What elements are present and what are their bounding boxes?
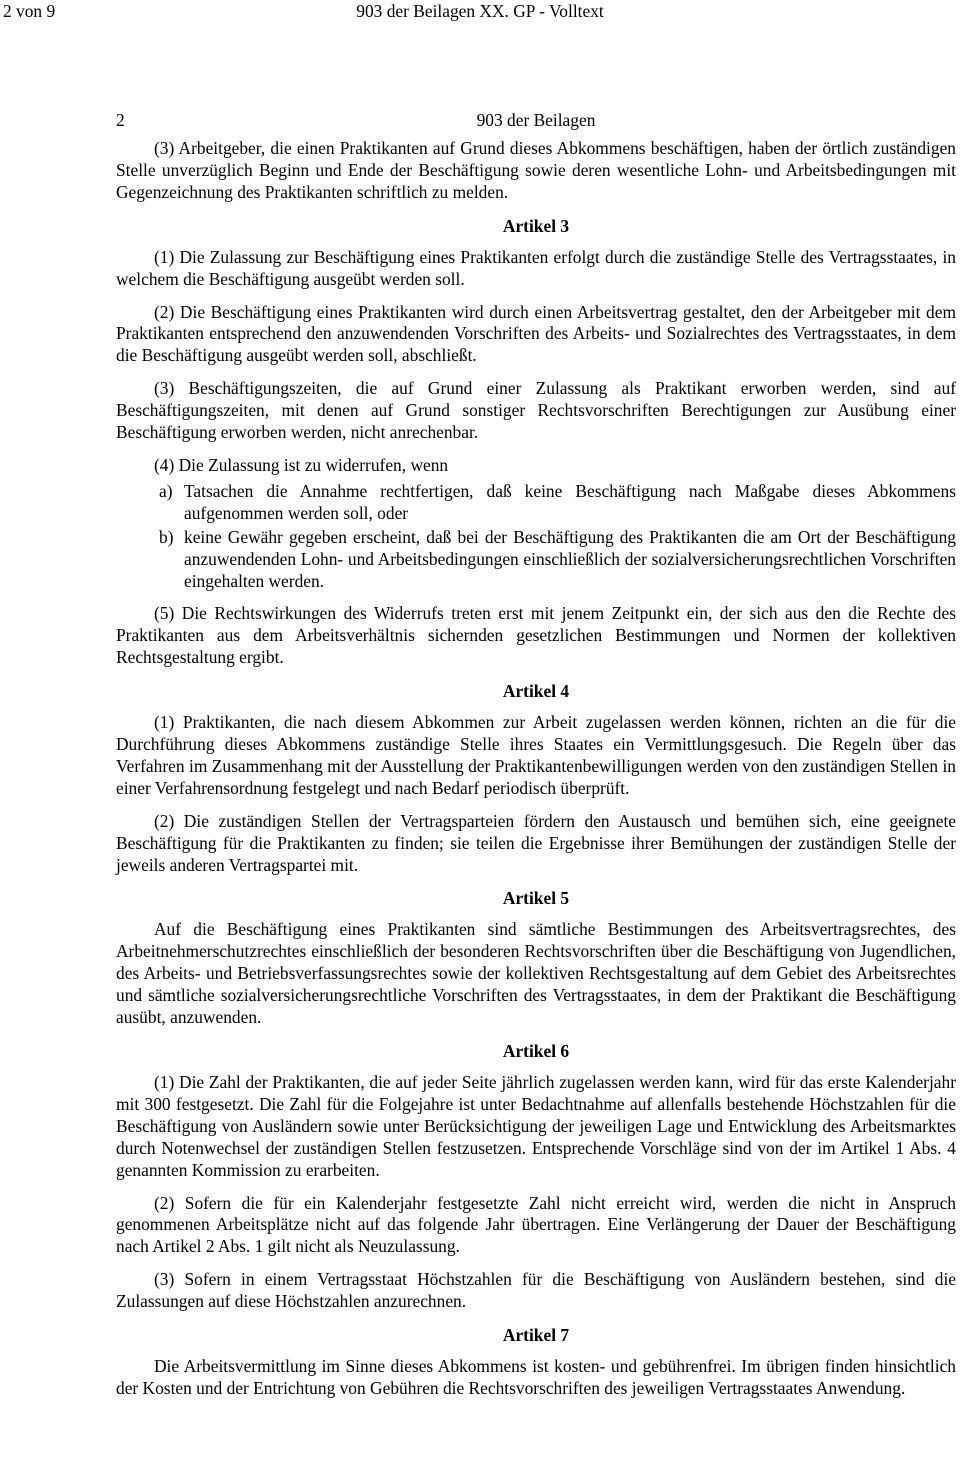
list-item-text: keine Gewähr gegeben erscheint, daß bei der Beschäftigung des Praktikanten die am Ort der Beschäftigung anzuwendenden Lohn- und Arbeitsbedingungen einschließlich der sozialversicherungsrechtlichen Vorschriften eingehalten werden. (184, 526, 956, 591)
art6-paragraph-1: (1) Die Zahl der Praktikanten, die auf jeder Seite jährlich zugelassen werden kann, wird für das erste Kalenderjahr mit 300 festgesetzt. Die Zahl für die Folgejahre ist unter Bedachtnahme auf allenfalls bestehende Höchstzahlen für die Beschäftigung von Ausländern sowie unter Berücksichtigung der jeweiligen Lage und Entwicklung des Arbeitsmarktes durch Notenwechsel der zuständigen Stellen festzusetzen. Entsprechende Vorschläge sind von der im Artikel 1 Abs. 4 genannten Kommission zu erarbeiten. (116, 1072, 956, 1180)
heading-artikel-4: Artikel 4 (502, 681, 570, 702)
art6-paragraph-3: (3) Sofern in einem Vertragsstaat Höchstzahlen für die Beschäftigung von Ausländern bestehen, sind die Zulassungen auf diese Höchstzahlen anzurechnen. (116, 1269, 956, 1312)
art3-list (116, 481, 956, 593)
art3-paragraph-2: (2) Die Beschäftigung eines Praktikanten wird durch einen Arbeitsvertrag gestaltet, den der Arbeitgeber mit dem Praktikanten entsprechend den anzuwendenden Vorschriften des Arbeits- und Sozialrechtes des Vertragsstaates, in dem die Beschäftigung ausgeübt werden soll, abschließt. (116, 301, 956, 366)
document-page (116, 110, 956, 1411)
list-item-label: b) (159, 526, 174, 547)
running-head (116, 110, 956, 138)
art6-paragraph-2: (2) Sofern die für ein Kalenderjahr festgesetzte Zahl nicht erreicht wird, werden die nicht in Anspruch genommenen Arbeitsplätze nicht auf das folgende Jahr übertragen. Eine Verlängerung der Dauer der Beschäftigung nach Artikel 2 Abs. 1 gilt nicht als Neuzulassung. (116, 1192, 956, 1257)
art3-paragraph-3: (3) Beschäftigungszeiten, die auf Grund einer Zulassung als Praktikant erworben werden, sind auf Beschäftigungszeiten, mit denen auf Grund sonstiger Rechtsvorschriften Berechtigungen zur Ausübung einer Beschäftigung erworben werden, nicht anrechenbar. (116, 378, 956, 443)
list-item-text: Tatsachen die Annahme rechtfertigen, daß keine Beschäftigung nach Maßgabe dieses Abkommens aufgenommen werden soll, oder (184, 480, 956, 523)
heading-artikel-3: Artikel 3 (502, 215, 570, 236)
art5-paragraph-1: Auf die Beschäftigung eines Praktikanten sind sämtliche Bestimmungen des Arbeitsvertragsrechtes, des Arbeitnehmerschutzrechtes einschließlich der besonderen Rechtsvorschriften über die Beschäftigung von Jugendlichen, des Arbeits- und Betriebsverfassungsrechtes sowie der kollektiven Rechtsgestaltung auf dem Gebiet des Arbeitsrechtes und sämtliche sozialversicherungsrechtliche Vorschriften des Vertragsstaates, in dem der Praktikant die Beschäftigung ausübt, anzuwenden. (116, 919, 956, 1028)
paragraph-intro: (3) Arbeitgeber, die einen Praktikanten auf Grund dieses Abkommens beschäftigen, haben der örtlich zuständigen Stelle unverzüglich Beginn und Ende der Beschäftigung sowie deren wesentliche Lohn- und Arbeitsbedingungen mit Gegenzeichnung des Praktikanten schriftlich zu melden. (116, 138, 956, 202)
heading-artikel-5: Artikel 5 (502, 888, 570, 909)
list-item-label: a) (159, 480, 173, 501)
heading-artikel-6: Artikel 6 (502, 1041, 570, 1061)
browser-header (0, 0, 960, 22)
running-title: 903 der Beilagen (476, 110, 596, 130)
art7-paragraph-1: Die Arbeitsvermittlung im Sinne dieses Abkommens ist kosten- und gebührenfrei. Im übrigen finden hinsichtlich der Kosten und der Entrichtung von Gebühren die Rechtsvorschriften des jeweiligen Vertragsstaates Anwendung. (116, 1356, 956, 1398)
heading-artikel-7: Artikel 7 (502, 1325, 570, 1346)
art3-paragraph-1: (1) Die Zulassung zur Beschäftigung eines Praktikanten erfolgt durch die zuständige Stelle des Vertragsstaates, in welchem die Beschäftigung ausgeübt werden soll. (116, 246, 956, 289)
art4-paragraph-2: (2) Die zuständigen Stellen der Vertragsparteien fördern den Austausch und bemühen sich, eine geeignete Beschäftigung für die Praktikanten zu finden; sie teilen die Ergebnisse ihrer Bemühungen der zuständigen Stelle der jeweils anderen Vertragspartei mit. (116, 810, 956, 875)
page-counter: 2 von 9 (3, 1, 56, 21)
art4-paragraph-1: (1) Praktikanten, die nach diesem Abkommen zur Arbeit zugelassen werden können, richten an die für die Durchführung dieses Abkommens zuständige Stelle ihres Staates ein Vermittlungsgesuch. Die Regeln über das Verfahren im Zusammenhang mit der Ausstellung der Praktikantenbewilligungen werden von den zuständigen Stellen in einer Verfahrensordnung festgelegt und nach Bedarf periodisch überprüft. (116, 712, 956, 798)
list-item (116, 527, 956, 593)
document-title: 903 der Beilagen XX. GP - Volltext (356, 1, 604, 21)
art3-paragraph-4: (4) Die Zulassung ist zu widerrufen, wenn (154, 454, 449, 475)
art3-paragraph-5: (5) Die Rechtswirkungen des Widerrufs treten erst mit jenem Zeitpunkt ein, der sich aus den die Rechte des Praktikanten aus dem Arbeitsverhältnis sichernden gesetzlichen Bestimmungen und Normen der kollektiven Rechtsgestaltung ergibt. (116, 603, 956, 668)
running-page-number: 2 (116, 110, 125, 130)
list-item (116, 481, 956, 525)
